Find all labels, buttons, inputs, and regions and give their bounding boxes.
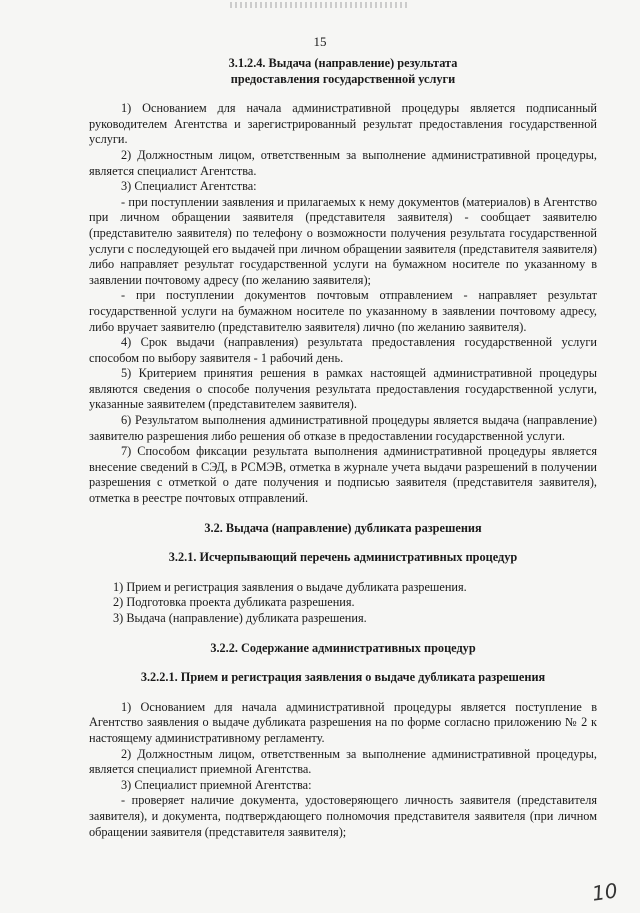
paragraph: 3) Специалист Агентства: xyxy=(121,179,257,194)
handwritten-page-mark: 10 xyxy=(590,878,619,906)
paragraph: - при поступлении документов почтовым отправлением - направляет результат государственной услуги на бумажном носителе по указанному в заявлении почтовому адресу, либо вручает заявителю (представителю заявителя) лично (по желанию заявителя). xyxy=(89,288,597,334)
heading-line: 3.2.2. Содержание административных процедур xyxy=(210,640,476,655)
section-heading xyxy=(89,56,597,87)
list-item: 1) Прием и регистрация заявления о выдаче дубликата разрешения. xyxy=(113,579,467,594)
paragraph: 1) Основанием для начала административной процедуры является подписанный руководителем Агентства и зарегистрированный результат предоставления государственной услуги. xyxy=(89,101,597,147)
paragraph: 4) Срок выдачи (направления) результата предоставления государственной услуги способом по выбору заявителя - 1 рабочий день. xyxy=(89,335,597,365)
paragraph: 5) Критерием принятия решения в рамках настоящей административной процедуры являются сведения о способе получения результата предоставления государственной услуги, указанные заявителем (представителем заявителя). xyxy=(89,366,597,412)
page-number: 15 xyxy=(313,34,327,49)
scan-artifact xyxy=(230,2,410,8)
paragraph: 2) Должностным лицом, ответственным за выполнение административной процедуры, является специалист Агентства. xyxy=(89,147,597,178)
section-heading xyxy=(89,521,597,537)
heading-line: 3.1.2.4. Выдача (направление) результата xyxy=(228,56,458,70)
heading-line: 3.2.1. Исчерпывающий перечень административных процедур xyxy=(168,550,518,565)
heading-line: предоставления государственной услуги xyxy=(230,71,456,86)
paragraph: 2) Должностным лицом, ответственным за выполнение административной процедуры, является специалист приемной Агентства. xyxy=(89,746,597,777)
section-heading xyxy=(89,641,597,657)
paragraph: 7) Способом фиксации результата выполнения административной процедуры является внесение сведений в СЭД, в РСМЭВ, отметка в журнале учета выдачи разрешений в получении разрешения с отметкой о дате получения и подписью заявителя (представителя заявителя), отметка в реестре почтовых отправлений. xyxy=(89,444,597,506)
list-item: 3) Выдача (направление) дубликата разрешения. xyxy=(113,611,367,625)
paragraph: - проверяет наличие документа, удостоверяющего личность заявителя (представителя заявителя), и документа, подтверждающего полномочия представителя заявителя (при личном обращении заявителя (представителя заявителя); xyxy=(89,793,597,839)
section-heading xyxy=(89,550,597,566)
paragraph: 6) Результатом выполнения административной процедуры является выдача (направление) заявителю разрешения либо решения об отказе в предоставлении государственной услуги. xyxy=(89,413,597,443)
document-body xyxy=(89,56,597,840)
section-heading xyxy=(89,670,597,686)
paragraph: 3) Специалист приемной Агентства: xyxy=(121,777,312,792)
paragraph: - при поступлении заявления и прилагаемых к нему документов (материалов) в Агентство при личном обращении заявителя (представителя заявителя) - сообщает заявителю (представителю заявителя) по телефону о возможности получения результата государственной услуги с последующей его выдачей при личном обращении заявителя (представителя заявителя) либо направляет результат государственной услуги на бумажном носителе по указанному в заявлении почтовому адресу (по желанию заявителя); xyxy=(89,194,597,287)
heading-line: 3.2.2.1. Прием и регистрация заявления о выдаче дубликата разрешения xyxy=(140,670,546,685)
heading-line: 3.2. Выдача (направление) дубликата разрешения xyxy=(204,520,482,535)
list-item: 2) Подготовка проекта дубликата разрешения. xyxy=(113,595,355,610)
paragraph: 1) Основанием для начала административной процедуры является поступление в Агентство заявления о выдаче дубликата разрешения на по форме согласно приложению № 2 к настоящему административному регламенту. xyxy=(89,699,597,745)
